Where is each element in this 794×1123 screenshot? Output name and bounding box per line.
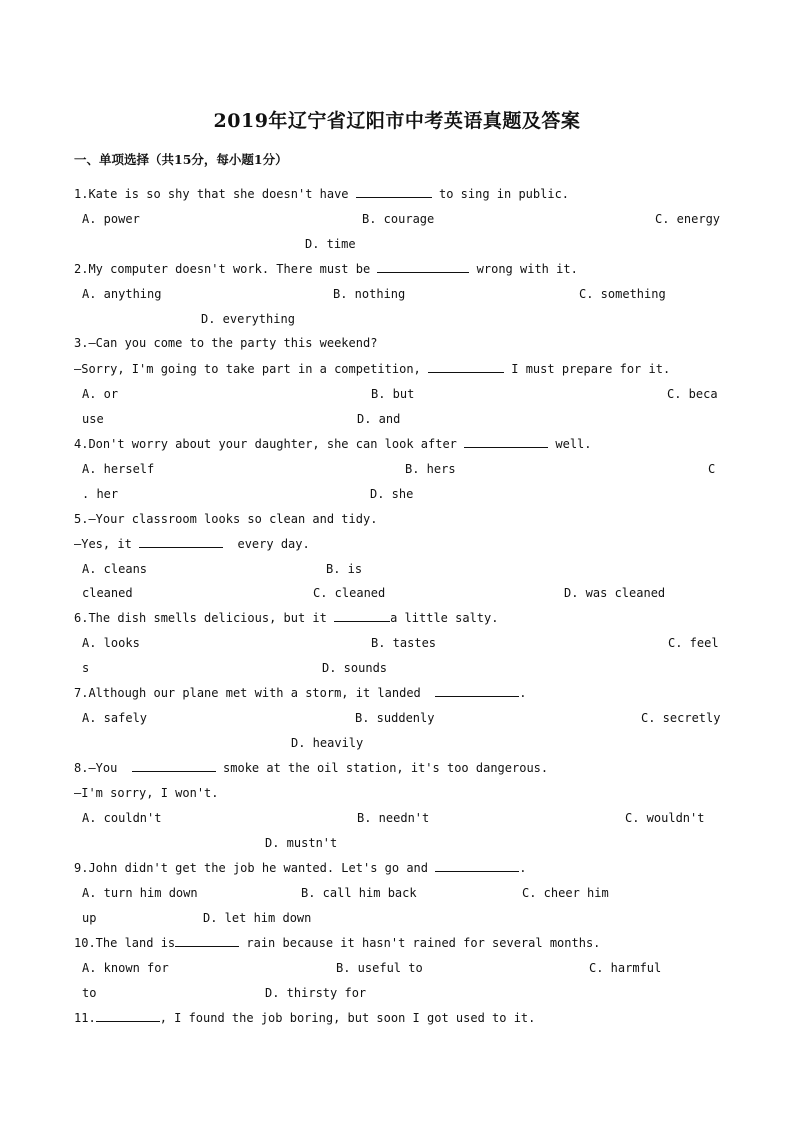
question-text: 9.John didn't get the job he wanted. Let's go and (74, 861, 436, 875)
answer-blank (334, 610, 390, 622)
question-text: I must prepare for it. (504, 362, 671, 376)
question-8-stem (74, 760, 548, 776)
option-b: B. needn't (357, 811, 430, 825)
question-text: 2.My computer doesn't work. There must be (74, 262, 378, 276)
question-10-stem (74, 935, 600, 951)
option-c: C. harmful (589, 961, 662, 975)
question-text: . (519, 861, 527, 875)
option-c: C. secretly (641, 711, 721, 725)
answer-blank (96, 1010, 160, 1022)
option-d: D. everything (201, 312, 295, 326)
option-a: A. looks (82, 636, 140, 650)
question-text: 6.The dish smells delicious, but it (74, 611, 335, 625)
option-a: A. couldn't (82, 811, 162, 825)
option-b: B. suddenly (355, 711, 435, 725)
answer-blank (435, 860, 519, 872)
option-d: D. and (357, 412, 401, 426)
answer-blank (132, 760, 216, 772)
option-b: B. call him back (301, 886, 417, 900)
option-a: A. cleans (82, 562, 148, 576)
question-text: a little salty. (390, 611, 499, 625)
option-d: D. heavily (291, 736, 364, 750)
question-text: —Yes, it (74, 537, 140, 551)
answer-blank (435, 685, 519, 697)
question-text: to sing in public. (431, 187, 570, 201)
question-text: 10.The land is (74, 936, 176, 950)
option-a: A. turn him down (82, 886, 198, 900)
option-d: D. mustn't (265, 836, 338, 850)
option-c: C. cheer him (522, 886, 609, 900)
answer-blank (139, 536, 223, 548)
section-heading: 一、单项选择（共15分，每小题1分） (74, 152, 288, 167)
option-b-wrap: cleaned (82, 586, 133, 600)
question-11-stem (74, 1010, 535, 1026)
option-c: C. cleaned (313, 586, 386, 600)
question-6-stem (74, 610, 498, 626)
answer-blank (356, 186, 432, 198)
question-3-stem: 3.—Can you come to the party this weekend? (74, 336, 378, 350)
question-9-stem (74, 860, 526, 876)
question-text: 7.Although our plane met with a storm, it landed (74, 686, 436, 700)
question-text: —Sorry, I'm going to take part in a competition, (74, 362, 429, 376)
option-c: C. beca (667, 387, 718, 401)
option-c-wrap: s (82, 661, 90, 675)
answer-blank (464, 436, 548, 448)
question-text: every day. (223, 537, 310, 551)
option-d: D. she (370, 487, 414, 501)
option-d: D. let him down (203, 911, 312, 925)
question-text: . (519, 686, 527, 700)
question-text: well. (548, 437, 592, 451)
question-text: , I found the job boring, but soon I got used to it. (159, 1011, 536, 1025)
option-a: A. known for (82, 961, 169, 975)
question-text: 1.Kate is so shy that she doesn't have (74, 187, 356, 201)
option-b: B. nothing (333, 287, 406, 301)
option-a: A. anything (82, 287, 162, 301)
answer-blank (175, 935, 239, 947)
option-b: B. tastes (371, 636, 437, 650)
question-text: wrong with it. (469, 262, 578, 276)
question-text: rain because it hasn't rained for several months. (239, 936, 601, 950)
option-c: C. something (579, 287, 666, 301)
question-5-response (74, 536, 310, 552)
option-b: B. but (371, 387, 415, 401)
option-d: D. was cleaned (564, 586, 666, 600)
question-5-stem: 5.—Your classroom looks so clean and tidy. (74, 512, 378, 526)
question-8-response: —I'm sorry, I won't. (74, 786, 219, 800)
page-title: 2019年辽宁省辽阳市中考英语真题及答案 (213, 110, 581, 132)
question-1-stem (74, 186, 569, 202)
option-c: C. wouldn't (625, 811, 705, 825)
question-text: 11. (74, 1011, 96, 1025)
option-c-wrap: . her (82, 487, 119, 501)
question-text: smoke at the oil station, it's too dangerous. (215, 761, 549, 775)
option-d: D. thirsty for (265, 986, 367, 1000)
option-c-wrap: up (82, 911, 97, 925)
option-a: A. or (82, 387, 119, 401)
question-7-stem (74, 685, 526, 701)
question-text: 4.Don't worry about your daughter, she can look after (74, 437, 465, 451)
option-a: A. herself (82, 462, 155, 476)
option-b: B. is (326, 562, 363, 576)
option-c: C. energy (655, 212, 721, 226)
option-c-wrap: to (82, 986, 97, 1000)
option-c-wrap: use (82, 412, 104, 426)
option-d: D. time (305, 237, 356, 251)
option-a: A. power (82, 212, 140, 226)
question-2-stem (74, 261, 578, 277)
option-b: B. courage (362, 212, 435, 226)
option-b: B. useful to (336, 961, 423, 975)
question-4-stem (74, 436, 592, 452)
option-c: C (708, 462, 716, 476)
option-c: C. feel (668, 636, 719, 650)
option-b: B. hers (405, 462, 456, 476)
question-text: 8.—You (74, 761, 132, 775)
question-3-response (74, 361, 670, 377)
option-a: A. safely (82, 711, 148, 725)
answer-blank (428, 361, 504, 373)
option-d: D. sounds (322, 661, 388, 675)
answer-blank (377, 261, 469, 273)
